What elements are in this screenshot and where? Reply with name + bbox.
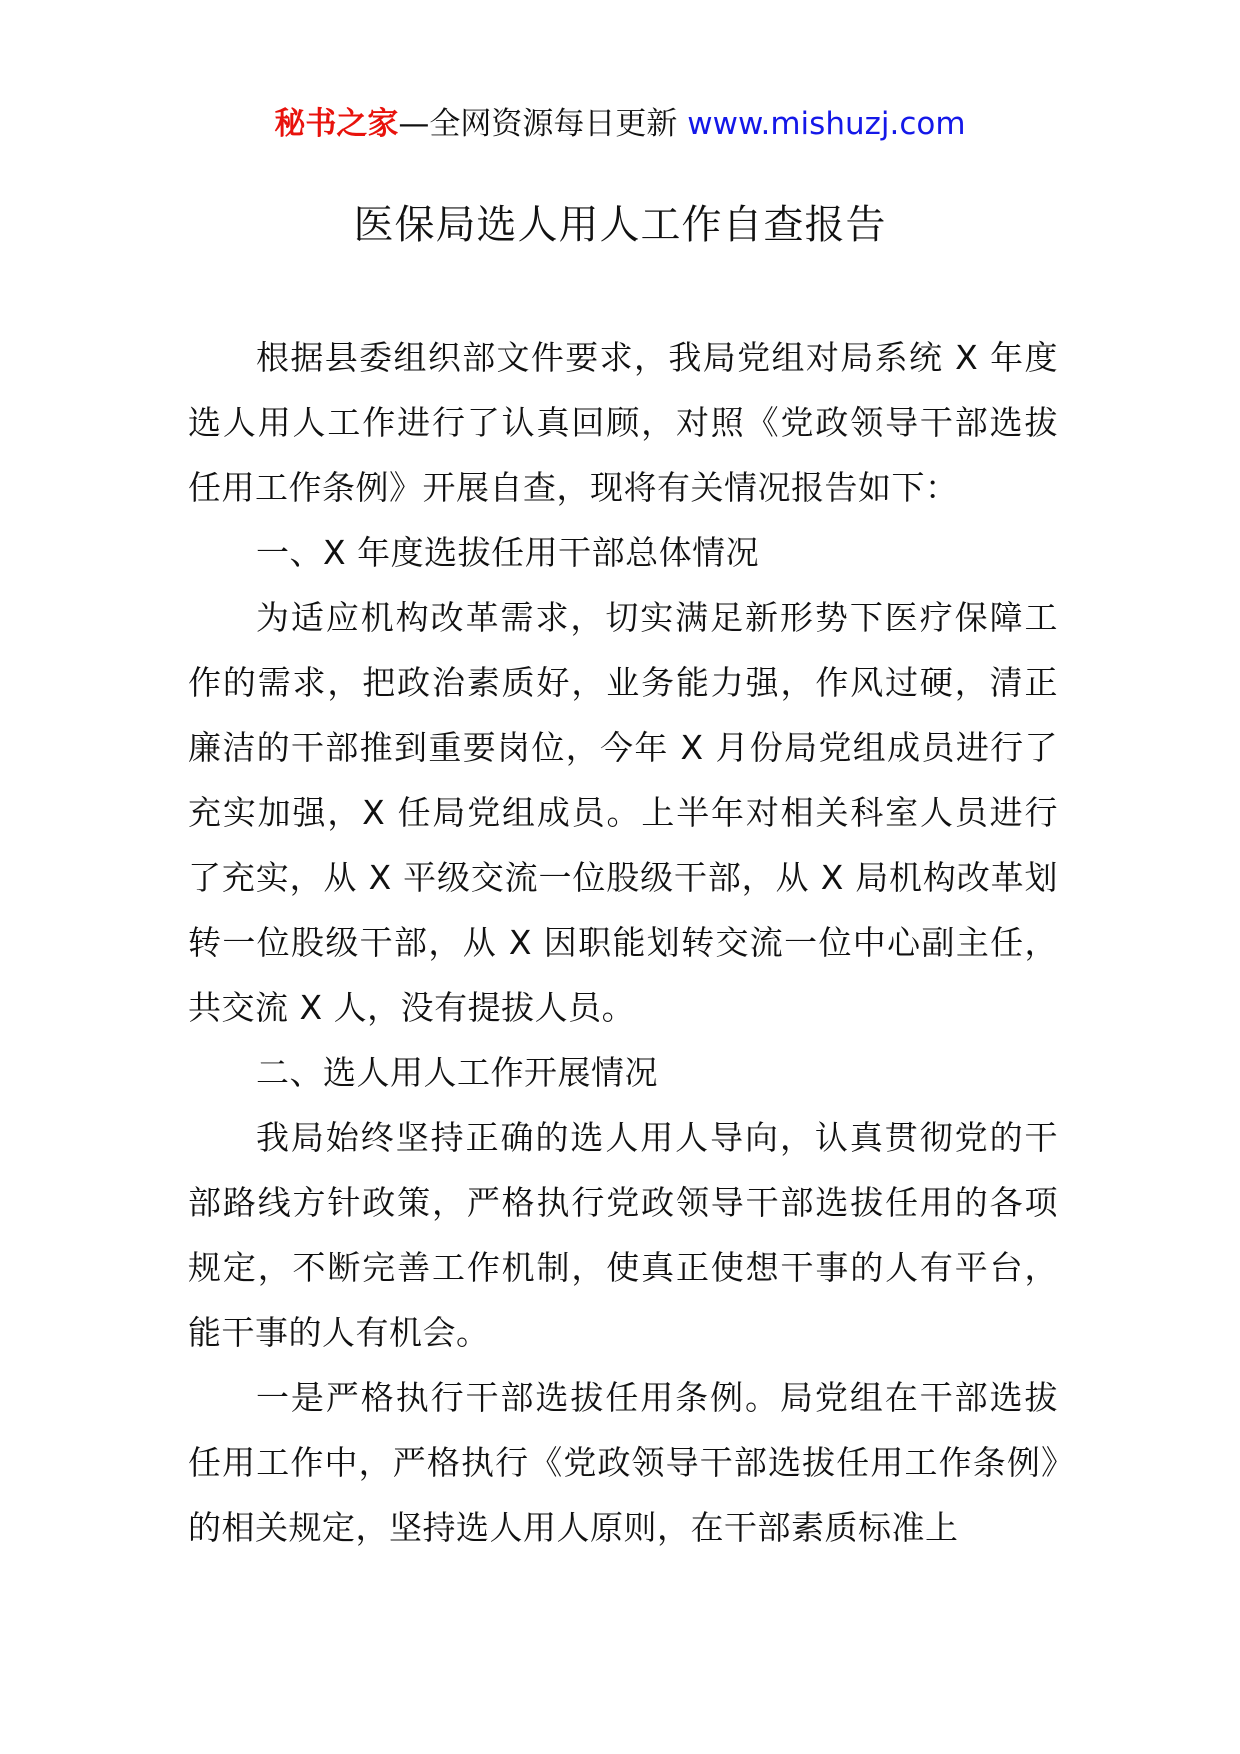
section-2-item-1-paragraph: 一是严格执行干部选拔任用条例。局党组在干部选拔任用工作中，严格执行《党政领导干部选拔任用工作条例》的相关规定，坚持选人用人原则，在干部素质标准上: [188, 1378, 1058, 1547]
site-tagline: —全网资源每日更新: [398, 106, 678, 142]
section-heading-2: 二、选人用人工作开展情况: [256, 1053, 658, 1092]
section-heading-1: 一、X 年度选拔任用干部总体情况: [256, 533, 760, 572]
document-title: 医保局选人用人工作自查报告: [353, 202, 887, 248]
intro-paragraph: 根据县委组织部文件要求，我局党组对局系统 X 年度选人用人工作进行了认真回顾，对照《党政领导干部选拔任用工作条例》开展自查，现将有关情况报告如下：: [188, 338, 1058, 507]
document-body: [188, 325, 1058, 1560]
page-header: [0, 98, 1240, 150]
site-name: 秘书之家: [274, 106, 399, 142]
site-url-link[interactable]: www.mishuzj.com: [687, 106, 966, 142]
section-2-paragraph: 我局始终坚持正确的选人用人导向，认真贯彻党的干部路线方针政策，严格执行党政领导干部选拔任用的各项规定，不断完善工作机制，使真正使想干事的人有平台，能干事的人有机会。: [188, 1118, 1058, 1352]
section-1-paragraph: 为适应机构改革需求，切实满足新形势下医疗保障工作的需求，把政治素质好，业务能力强，作风过硬，清正廉洁的干部推到重要岗位，今年 X 月份局党组成员进行了充实加强，X 任局党组成员。上半年对相关科室人员进行了充实，从 X 平级交流一位股级干部，从 X 局机构改革划转一位股级干部，从 X 因职能划转交流一位中心副主任，共交流 X 人，没有提拔人员。: [188, 598, 1058, 1027]
